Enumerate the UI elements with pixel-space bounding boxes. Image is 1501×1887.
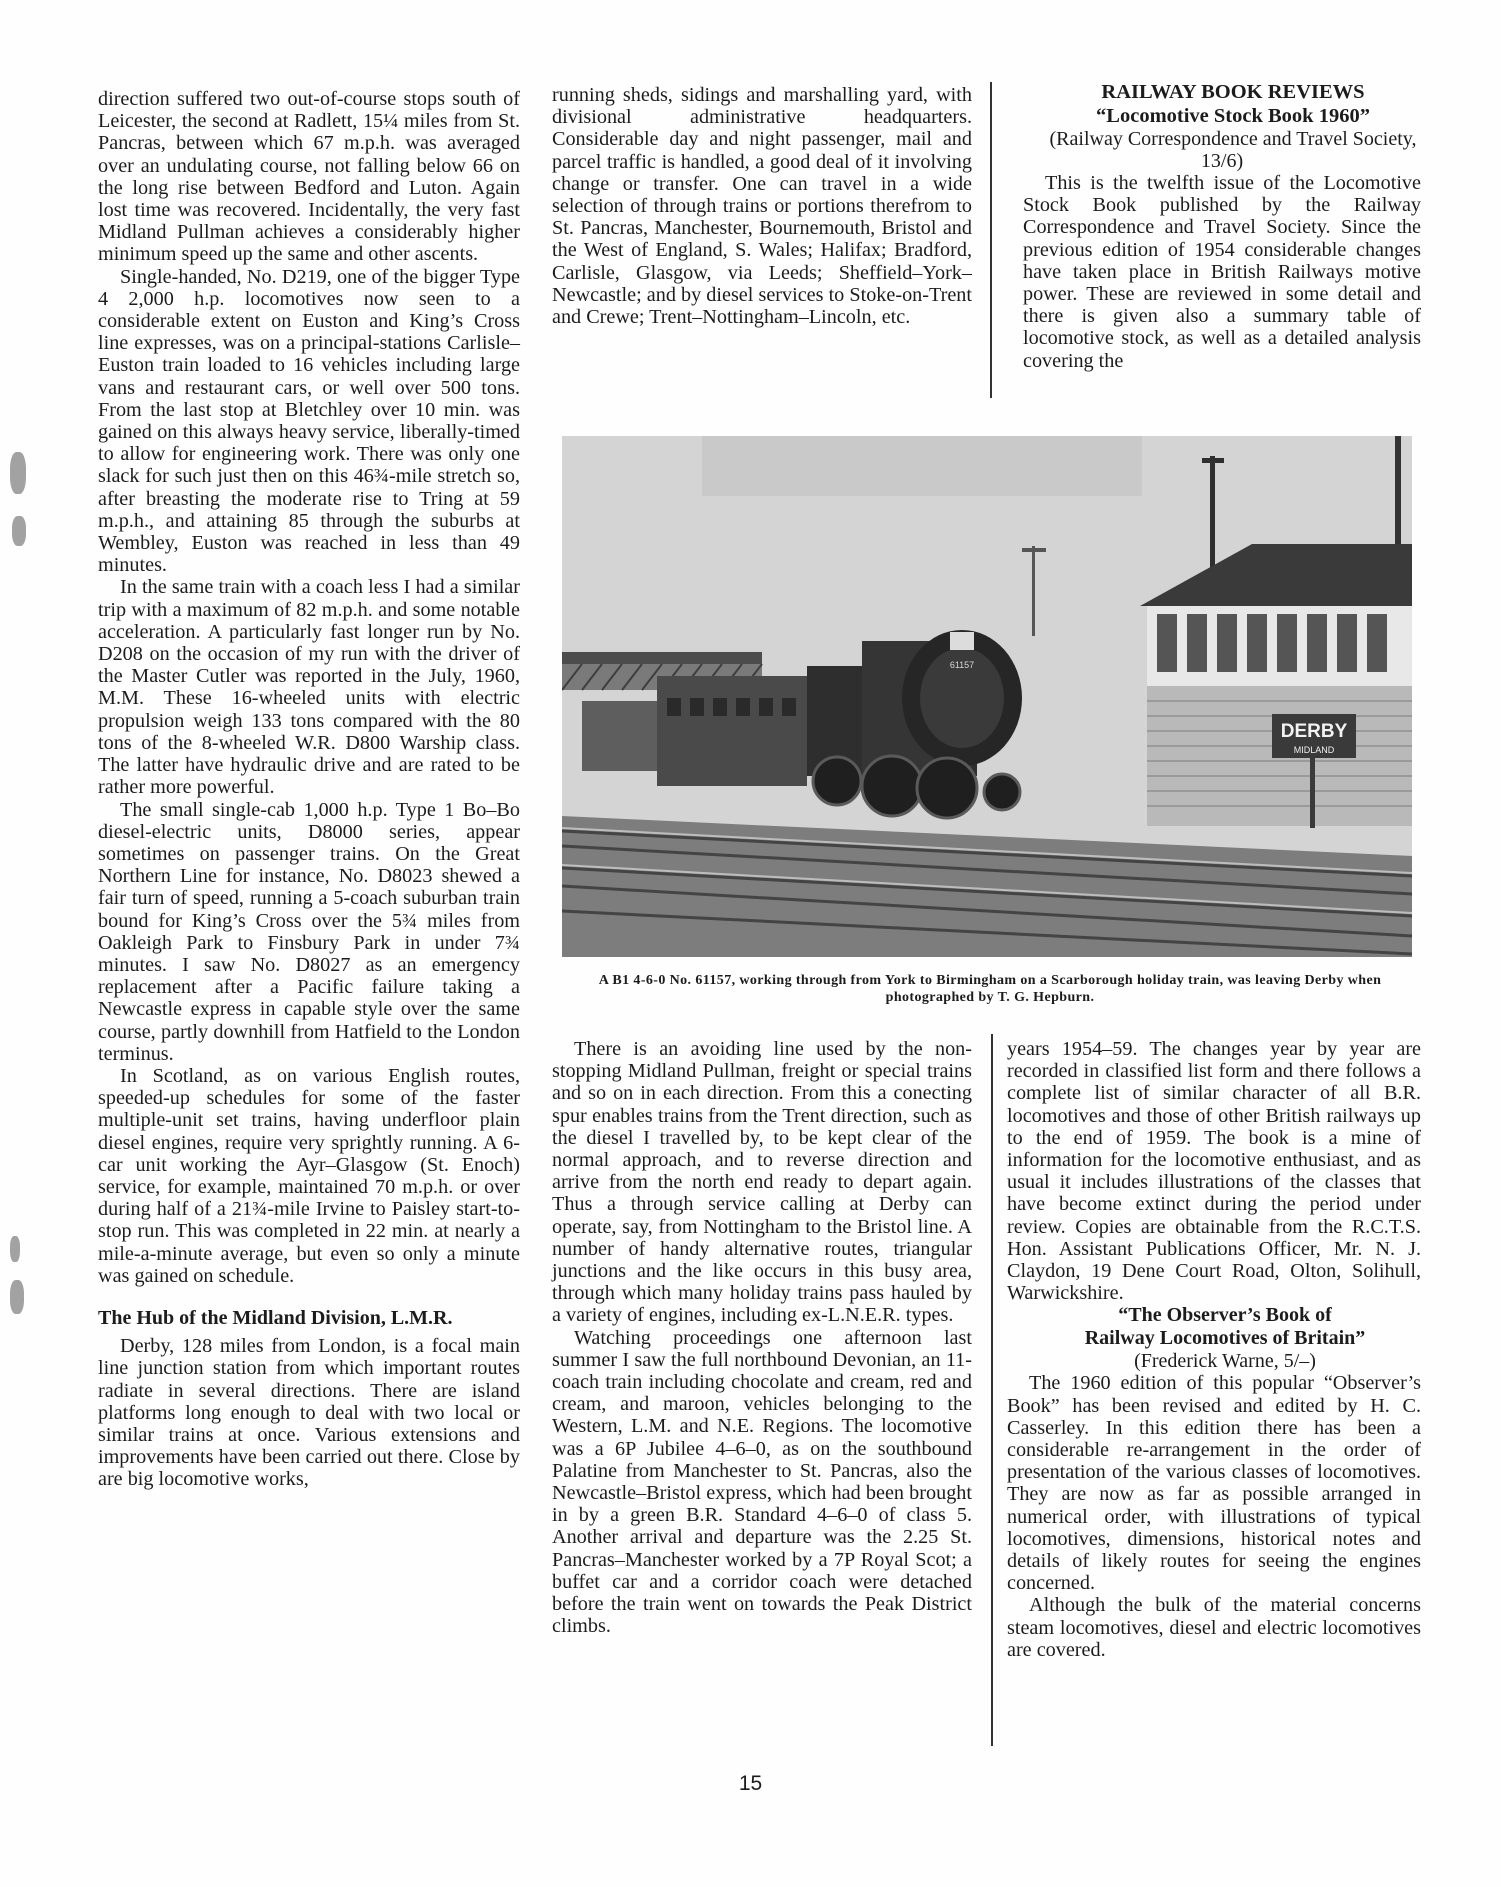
review-title: “Locomotive Stock Book 1960” [1096,105,1370,127]
smokebox-number: 61157 [949,660,975,670]
column-rule [991,1034,993,1746]
paragraph: The small single-cab 1,000 h.p. Type 1 Bo–Bo diesel-electric units, D8000 series, appear sometimes on passenger trains. On the Great Northern Line for instance, No. D8023 shewed a fair turn of speed, running a 5-coach suburban train bound for King’s Cross over the 5¾ miles from Oakleigh Park to Finsbury Park in under 7¾ minutes. I saw No. D8027 as an emergency replacement after a Pacific failure taking a Newcastle express in capable style over the same course, partly downhill from Hatfield to the London terminus. [98,798,520,1065]
margin-blot [10,452,26,494]
photo-illustration [562,436,1412,957]
review-publisher: (Frederick Warne, 5/–) [1134,1350,1316,1373]
margin-blot [12,516,26,546]
paragraph: Derby, 128 miles from London, is a focal main line junction station from which important routes radiate in several directions. There are island platforms long enough to deal with two local or similar trains at once. Various extensions and improvements have been carried out there. Close by are big locomotive works, [98,1335,520,1491]
paragraph: In the same train with a coach less I had a similar trip with a maximum of 82 m.p.h. and some notable acceleration. A particularly fast longer run by No. D208 on the occasion of my run with the driver of the Master Cutler was reported in the July, 1960, M.M. These 16-wheeled units with electric propulsion weigh 133 tons compared with the 80 tons of the 8-wheeled W.R. D800 Warship class. The latter have hydraulic drive and are rated to be rather more powerful. [98,576,520,799]
paragraph: Watching proceedings one afternoon last summer I saw the full northbound Devonian, an 11-coach train including chocolate and cream, red and cream, and maroon, vehicles belonging to the Western, L.M. and N.E. Regions. The locomotive was a 6P Jubilee 4–6–0, as on the southbound Palatine from Manchester to St. Pancras, also the Newcastle–Bristol express, which had been brought in by a green B.R. Standard 4–6–0 of class 5. Another arrival and departure was the 2.25 St. Pancras–Manchester worked by a 7P Royal Scot; a buffet car and a corridor coach were detached before the train went on towards the Peak District climbs. [552,1326,972,1638]
station-sign-text: DERBY [1280,721,1348,742]
column-3-bottom [1007,1038,1421,1661]
section-heading: The Hub of the Midland Division, L.M.R. [98,1306,453,1329]
paragraph: There is an avoiding line used by the non-stopping Midland Pullman, freight or special trains and so on in each direction. From this a conecting spur enables trains from the Trent direction, such as the diesel I travelled by, to be kept clear of the normal approach, and to reverse direction and arrive from the north end ready to depart again. Thus a through service calling at Derby can operate, say, from Nottingham to the Bristol line. A number of handy alternative routes, triangular junctions and the like occurs in this busy area, through which many holiday trains pass hauled by a variety of engines, including ex-L.N.E.R. types. [552,1038,972,1327]
paragraph: This is the twelfth issue of the Locomotive Stock Book published by the Railway Correspondence and Travel Society. Since the previous edition of 1954 considerable changes have taken place in British Railways motive power. These are reviewed in some detail and there is given also a summary table of locomotive stock, as well as a detailed analysis covering the [1023,172,1421,372]
column-rule [990,82,992,398]
paragraph: The 1960 edition of this popular “Observer’s Book” has been revised and edited by H. C. Casserley. In this edition there has been a considerable re-arrangement in the order of presentation of the various classes of locomotives. They are now as far as possible arranged in numerical order, with illustrations of typical locomotives, dimensions, historical notes and details of likely routes for seeing the engines concerned. [1007,1372,1421,1595]
review-title: “The Observer’s Book of [1118,1304,1332,1327]
column-3-top [1023,80,1421,372]
column-2-bottom [552,1038,972,1637]
paragraph: years 1954–59. The changes year by year are recorded in classified list form and there follows a complete list of similar character of all B.R. locomotives and those of other British railways up to the end of 1959. The book is a mine of information for the locomotive enthusiast, and as usual it includes illustrations of the classes that have become extinct during the period under review. Copies are obtainable from the R.C.T.S. Hon. Assistant Publications Officer, Mr. N. J. Claydon, 19 Dene Court Road, Olton, Solihull, Warwickshire. [1007,1038,1421,1305]
review-title: Railway Locomotives of Britain” [1084,1327,1366,1350]
page-number: 15 [738,1772,763,1795]
paragraph: Although the bulk of the material concerns steam locomotives, diesel and electric locomotives are covered. [1007,1594,1421,1661]
review-publisher: (Railway Correspondence and Travel Society, 13/6) [1049,128,1417,172]
paragraph: running sheds, sidings and marshalling yard, with divisional administrative headquarters. Considerable day and night passenger, mail and parcel traffic is handled, a good deal of it involving change or transfer. One can travel in a wide selection of through trains or portions therefrom to St. Pancras, Manchester, Bournemouth, Bristol and the West of England, S. Wales; Halifax; Bradford, Carlisle, Glasgow, via Leeds; Sheffield–York–Newcastle; and by diesel services to Stoke-on-Trent and Crewe; Trent–Nottingham–Lincoln, etc. [552,84,972,329]
paragraph: Single-handed, No. D219, one of the bigger Type 4 2,000 h.p. locomotives now seen to a considerable extent on Euston and King’s Cross line expresses, was on a principal-stations Carlisle–Euston train loaded to 16 vehicles including large vans and restaurant cars, or well over 500 tons. From the last stop at Bletchley over 10 min. was gained on this always heavy service, liberally-timed to allow for engineering work. There was only one slack for such just then on this 46¾-mile stretch so, after breasting the moderate rise to Tring at 59 m.p.h., and attaining 85 through the suburbs at Wembley, Euston was reached in less than 49 minutes. [98,265,520,577]
margin-blot [10,1236,20,1262]
column-2-top [552,84,972,328]
locomotive-photograph [562,436,1412,957]
paragraph: In Scotland, as on various English routes, speeded-up schedules for some of the faster multiple-unit set trains, having underfloor plain diesel engines, require very sprightly running. A 6-car unit working the Ayr–Glasgow (St. Enoch) service, for example, maintained 70 m.p.h. or over during half of a 21¾-mile Irvine to Paisley start-to-stop run. This was completed in 22 min. at nearly a mile-a-minute average, but even so only a minute was gained on schedule. [98,1064,520,1287]
column-1 [98,88,520,1491]
paragraph: direction suffered two out-of-course stops south of Leicester, the second at Radlett, 15¼ miles from St. Pancras, between which 67 m.p.h. was averaged over an undulating course, not falling below 66 on the long rise between Bedford and Luton. Again lost time was recovered. Incidentally, the very fast Midland Pullman achieves a considerably higher minimum speed up the same and other ascents. [98,88,520,266]
station-sign-subtext: MIDLAND [1293,745,1335,755]
reviews-heading: RAILWAY BOOK REVIEWS [1101,81,1365,103]
margin-blot [10,1280,24,1314]
photo-caption: A B1 4-6-0 No. 61157, working through from York to Birmingham on a Scarborough holiday train, was leaving Derby when photographed by T. G. Hepburn. [598,973,1382,1005]
